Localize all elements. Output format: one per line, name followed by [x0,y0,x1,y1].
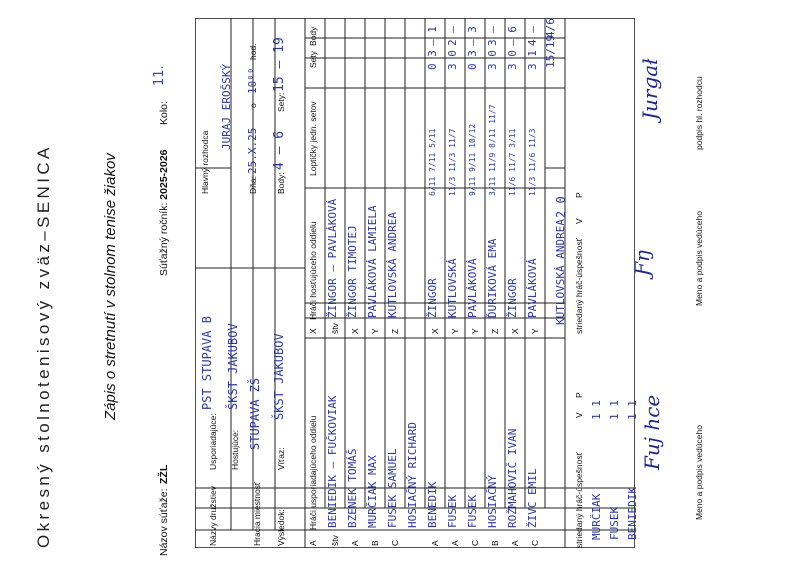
match-home-player: BENEDIK [426,481,439,528]
match-home-letter: B [490,540,500,546]
points-header: Body [308,26,318,46]
match-home-letter: C [470,539,480,546]
referee-signature: Jurgał [638,58,662,120]
away-roster-code: Z [390,328,400,334]
referee-sign-label: podpis hl. rozhodcu [694,76,704,150]
away-doubles-label: striedaný hráč-úspešnosť [574,238,584,334]
away-doubles-name: KUTLOVSKÁ ANDREA [554,219,567,325]
home-doubles-stats: 1 1 [590,400,603,420]
away-roster-name: KUTLOVSKÁ ANDREA [386,212,399,318]
date-label: Dňa: [248,176,258,194]
match-points: 2 – [446,26,459,46]
match-sets: 3 0 [446,50,459,70]
home-doubles-name: MURČIAK [590,493,603,540]
away-roster-code: Y [370,328,380,334]
points-value: 4 – 6 [272,130,287,170]
round-label: Kolo: [158,101,170,125]
teams-label: Názvy družstiev [208,486,218,546]
match-sets: 3 1 [526,50,539,70]
home-doubles-label: striedaný hráč-úspešnosť [574,452,584,548]
home-sign-label: Meno a podpis vedúceho [694,425,704,520]
home-roster-code: A [350,540,360,546]
match-set-detail: 11/6 11/7 3/11 [508,128,517,196]
home-roster-code: štv [330,535,340,546]
home-roster-name: FUSEK SAMUEL [386,448,399,528]
match-set-detail: 9/11 9/11 10/12 [468,123,477,196]
match-points: – 6 [506,26,519,46]
match-home-player: ROŽMAHOVIČ IVAN [506,428,519,528]
match-points: 3 – [486,26,499,46]
match-away-player: ŽINGOR [426,278,439,318]
match-points: – 3 [466,26,479,46]
match-home-player: HOSIAČNÝ [486,475,499,528]
winner-label: Víťaz: [276,447,286,470]
home-roster-code: B [370,540,380,546]
match-home-letter: A [430,540,440,546]
venue-value: STUPAVA ZŠ [248,377,262,450]
season-value: 2025-2026 [158,149,170,200]
match-set-detail: 3/11 11/9 8/11 11/7 [488,104,497,196]
match-sets: 0 3 [426,50,439,70]
home-p-label: P [574,392,584,398]
away-v-label: V [574,218,584,224]
home-players-header: Hráči usporiadajúceho oddielu [308,415,318,530]
away-players-header: Hráči hosťujúceho oddielu [308,221,318,320]
sets-label: Sety: [276,92,286,112]
time-prefix: o [248,103,258,108]
competition-label: Názov súťaže: [158,488,170,556]
home-doubles-name: BENIEDIK [626,487,639,540]
match-home-letter: A [450,540,460,546]
home-doubles-name: FUSEK [608,506,621,540]
time-value: 10⁰⁰ [246,67,259,94]
away-roster-name: ŽINGOR – PAVLÁKOVÁ [326,198,339,318]
match-away-player: ĎURIKOVÁ EMA [486,238,499,318]
guest-value: ŠKST JAKUBOV [226,323,240,410]
away-signature: Ƒŋ [630,249,654,276]
match-away-player: KUTLOVSKÁ [446,258,459,318]
home-roster-name: MURČIAK MAX [366,455,379,528]
home-doubles-stats: 1 1 [626,400,639,420]
home-roster-name: BZENEK TOMÁŠ [346,448,359,528]
sets-summary: 15/19 [544,34,557,68]
away-roster-name: PAVLÁKOVÁ LAMIELA [366,205,379,318]
round-value: 11. [152,65,167,86]
time-unit: hod. [248,43,258,60]
match-home-player: ŽIVC EMIL [526,468,539,528]
points-summary: 4/6 [544,18,557,38]
match-away-letter: Y [450,328,460,334]
home-v-label: V [574,412,584,418]
guest-label: Hostujúce: [230,429,240,470]
home-roster-name: HOSIAČNÝ RICHARD [406,422,419,528]
sets-detail-header: Loptičky jedn. setov [308,101,318,176]
home-doubles-stats: 1 1 [608,400,621,420]
competition-value: ZŽL [158,464,170,484]
match-set-detail: 11/3 11/3 11/7 [448,128,457,196]
home-roster-code: C [390,539,400,546]
referee-value: JURAJ EROŠSKÝ [220,63,233,150]
match-away-letter: X [430,328,440,334]
home-signature: Fuj hce [640,394,664,470]
away-roster-name: ŽINGOR TIMOTEJ [346,225,359,318]
match-home-letter: A [510,540,520,546]
match-home-player: FUSEK [446,494,459,528]
match-set-detail: 11/3 11/6 11/3 [528,128,537,196]
venue-label: Hracia miestnosť [252,481,262,546]
organizer-value: PST STUPAVA B [200,316,214,410]
match-away-letter: Y [470,328,480,334]
document-title: Zápis o stretnutí v stolnom tenise žiakov [102,153,119,420]
match-sets: 3 0 [486,50,499,70]
match-set-detail: 6/11 7/11 5/11 [428,128,437,196]
season-label: Súťažný ročník: [158,202,170,276]
association-name: Okresný stolnotenisový zväz–SENICA [34,144,53,548]
match-sets: 0 3 [466,50,479,70]
organizer-label: Usporiadajúce: [208,413,218,470]
sets-header: Sety [308,50,318,68]
referee-label: Hlavný rozhodca [200,130,210,194]
match-points: – 1 [426,26,439,46]
result-label: Výsledok: [276,509,286,546]
away-sign-label: Meno a podpis vedúceho [694,211,704,306]
away-p-label: P [574,192,584,198]
away-doubles-stats: 2 0 [554,196,568,218]
match-sets: 3 0 [506,50,519,70]
match-away-player: PAVLÁKOVÁ [466,258,479,318]
match-away-letter: Z [490,328,500,334]
winner-value: ŠKST JAKUBOV [272,333,286,420]
home-roster-name: BENIEDIK – FUČKOVIAK [326,395,339,528]
away-roster-code: X [350,328,360,334]
away-letter-header: X [308,328,318,334]
match-points: 4 – [526,26,539,46]
match-home-player: FUSEK [466,494,479,528]
match-away-player: ŽINGOR [506,278,519,318]
points-label: Body: [276,172,286,194]
date-value: 25.X.25 [246,127,259,174]
match-away-player: PAVLÁKOVÁ [526,258,539,318]
match-home-letter: C [530,539,540,546]
away-roster-code: štv [330,323,340,334]
match-away-letter: Y [530,328,540,334]
match-away-letter: X [510,328,520,334]
season [158,149,170,276]
sets-value: 15 – 19 [272,37,287,92]
home-letter-header: A [308,540,318,546]
